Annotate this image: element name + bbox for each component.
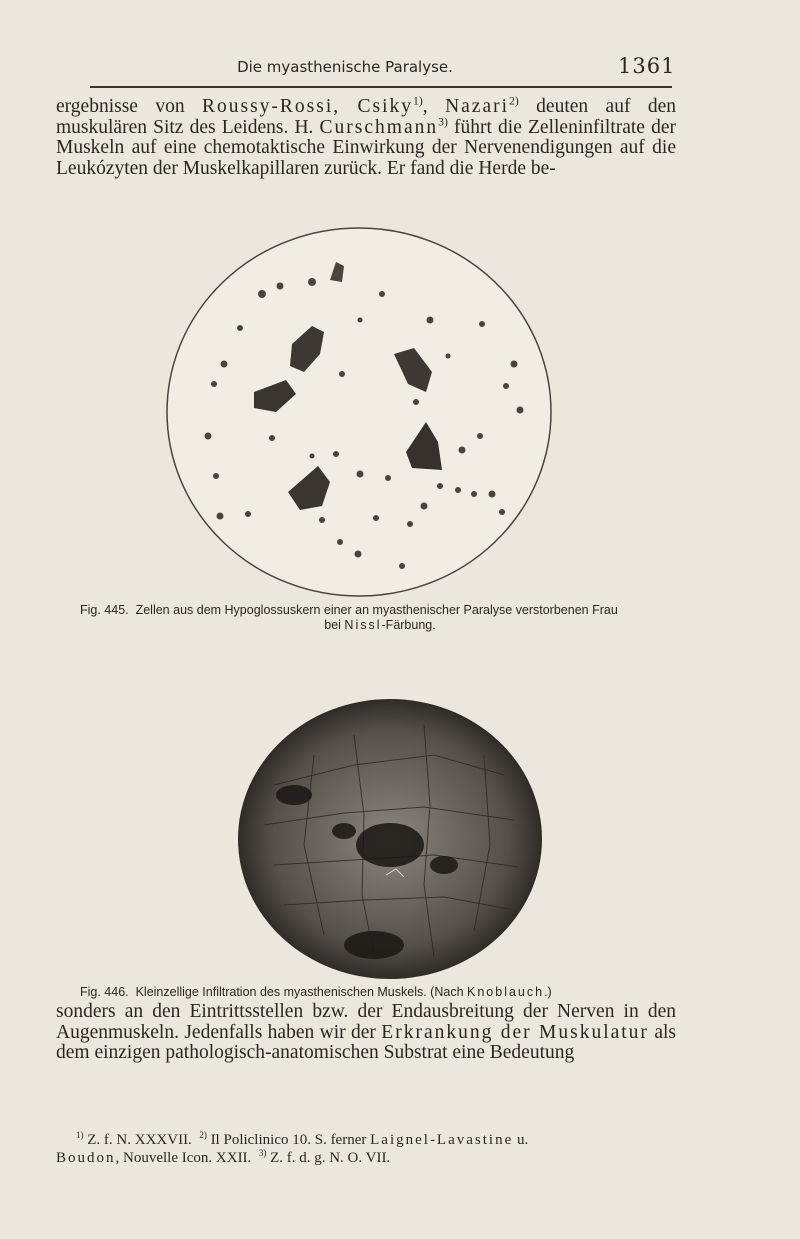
footnote-ref: 3) <box>438 115 448 128</box>
figure-446-illustration <box>234 695 546 983</box>
author-name: Roussy-Rossi, <box>201 96 341 117</box>
text: sonders an den Eintrittsstellen bzw. der Endausbreitung der Nerven in den Augenmuskeln. Jedenfalls haben wir der <box>56 1001 676 1043</box>
footnote-text: Il Policlinico 10. S. ferner <box>206 1132 371 1148</box>
figure-number: Fig. 445. <box>80 603 129 617</box>
author-name: Nazari <box>445 96 510 117</box>
running-title: Die myasthenische Paralyse. <box>237 58 453 76</box>
header-rule <box>90 86 672 88</box>
caption-text: bei <box>324 618 345 632</box>
footnote-text: , Nouvelle Icon. XXII. <box>115 1150 252 1166</box>
author-name: Nissl <box>344 618 382 632</box>
footnote-text: Z. f. N. XXXVII. <box>83 1132 192 1148</box>
footnotes <box>56 1131 686 1167</box>
footnote-marker: 2) <box>199 1130 207 1140</box>
caption-text: Kleinzellige Infiltration des myasthenischen Muskels. (Nach <box>135 985 467 999</box>
running-header <box>0 54 800 82</box>
caption-text: -Färbung. <box>381 618 436 632</box>
footnote-text: Z. f. d. g. N. O. VII. <box>266 1150 391 1166</box>
paragraph-1 <box>56 94 676 179</box>
paragraph-2 <box>56 1002 676 1064</box>
author-name: Knoblauch <box>467 985 545 999</box>
author-name: Curschmann <box>319 116 439 138</box>
figure-445-caption <box>80 603 700 633</box>
figure-446-caption <box>80 985 700 1000</box>
author-name: Laignel-Lavastine <box>370 1132 514 1148</box>
text: , <box>422 96 446 117</box>
author-name: Boudon <box>56 1150 116 1166</box>
text: ergebnisse von <box>56 96 202 117</box>
text: deuten auf den muskulären Sitz des Leidens. H. <box>56 96 676 138</box>
footnote-ref: 2) <box>509 94 519 108</box>
footnote-line-2 <box>56 1149 686 1167</box>
footnote-line-1 <box>56 1131 686 1149</box>
author-name: Csiky <box>357 96 414 117</box>
caption-text: Zellen aus dem Hypoglossuskern einer an myasthenischer Paralyse verstorbenen Frau <box>135 603 618 617</box>
text <box>340 96 357 117</box>
footnote-marker: 1) <box>76 1130 84 1140</box>
text: führt die Zelleninfiltrate der Muskeln auf eine chemotaktische Einwirkung der Nervenendigungen auf die Leukózyten der Muskelkapillaren zurück. Er fand die Herde be- <box>56 116 676 179</box>
footnote-marker: 3) <box>258 1148 267 1158</box>
footnote-ref: 1) <box>413 94 423 108</box>
caption-text: .) <box>544 985 552 999</box>
text: als dem einzigen pathologisch-anatomischen Substrat eine Bedeutung <box>56 1021 676 1063</box>
figure-number: Fig. 446. <box>80 985 129 999</box>
page-number: 1361 <box>618 54 676 78</box>
figure-445-illustration <box>162 224 556 600</box>
caption-line-2 <box>80 618 700 633</box>
footnote-text: u. <box>513 1132 529 1148</box>
emphasis: Erkrankung der Muskulatur <box>381 1021 649 1043</box>
